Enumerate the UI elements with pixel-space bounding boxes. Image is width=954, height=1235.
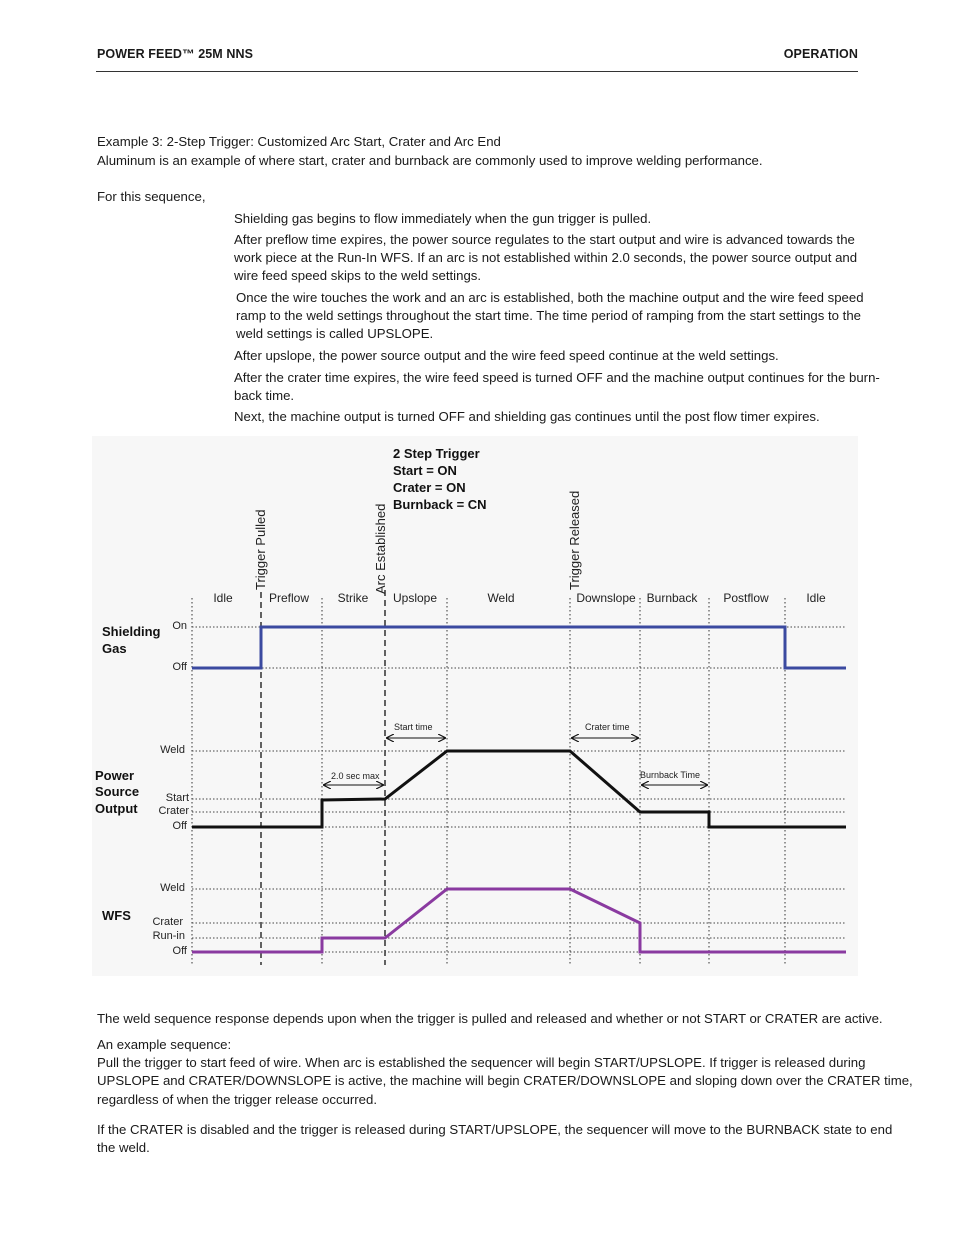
sequence-label: For this sequence, bbox=[97, 189, 206, 204]
step-1-line-1: Shielding gas begins to flow immediately when the gun trigger is pulled. bbox=[234, 211, 652, 226]
wfs-level-off: Off bbox=[172, 945, 187, 957]
gas-level-on: On bbox=[172, 620, 187, 632]
step-5-line-2: back time. bbox=[234, 388, 295, 403]
annotation-start-time: Start time bbox=[394, 722, 433, 732]
signal-wfs-name: WFS bbox=[102, 908, 131, 923]
phase-preflow: Preflow bbox=[268, 591, 310, 605]
wfs-waveform bbox=[192, 889, 846, 952]
phase-dividers bbox=[192, 598, 785, 965]
event-trigger-released: Trigger Released bbox=[567, 490, 582, 590]
step-2-line-3: wire feed speed skips to the weld settings. bbox=[234, 268, 482, 283]
power-level-weld: Weld bbox=[160, 744, 185, 756]
phase-idle-2: Idle bbox=[806, 591, 826, 605]
example-title: Example 3: 2-Step Trigger: Customized Arc Start, Crater and Arc End bbox=[97, 134, 501, 149]
example-sequence-label: An example sequence: bbox=[97, 1037, 232, 1052]
phase-idle-1: Idle bbox=[213, 591, 233, 605]
level-gridlines bbox=[192, 627, 846, 952]
phase-weld: Weld bbox=[487, 591, 515, 605]
annotation-crater-time: Crater time bbox=[585, 722, 630, 732]
wfs-level-weld: Weld bbox=[160, 882, 185, 894]
power-level-start: Start bbox=[165, 792, 189, 804]
diagram-title-line-3: Crater = ON bbox=[393, 480, 466, 495]
phase-burnback: Burnback bbox=[646, 591, 698, 605]
signal-gas-name-2: Gas bbox=[102, 641, 127, 656]
signal-power-name-1: Power bbox=[95, 768, 135, 783]
annotation-2-sec-max: 2.0 sec max bbox=[331, 771, 380, 781]
step-6-line-1: Next, the machine output is turned OFF and shielding gas continues until the post flow timer expires. bbox=[234, 409, 820, 424]
example-sequence-line-1: Pull the trigger to start feed of wire. When arc is established the sequencer will begin START/UPSLOPE. If trigger is released during bbox=[97, 1055, 866, 1070]
shielding-gas-waveform bbox=[192, 627, 846, 668]
diagram-title-line-1: 2 Step Trigger bbox=[393, 446, 480, 461]
signal-gas-name-1: Shielding bbox=[102, 624, 161, 639]
phase-postflow: Postflow bbox=[723, 591, 769, 605]
response-paragraph: The weld sequence response depends upon when the trigger is pulled and released and whether or not START or CRATER are active. bbox=[97, 1011, 883, 1026]
example-sequence-line-2: UPSLOPE and CRATER/DOWNSLOPE is active, the machine will begin CRATER/DOWNSLOPE and sloping down over the CRATER time, bbox=[97, 1073, 913, 1088]
step-3-line-3: weld settings is called UPSLOPE. bbox=[236, 326, 434, 341]
signal-power-name-2: Source bbox=[95, 784, 140, 799]
timing-diagram bbox=[92, 436, 858, 976]
step-2-line-2: work piece at the Run-In WFS. If an arc is not established within 2.0 seconds, the power source output and bbox=[234, 250, 858, 265]
step-2-line-1: After preflow time expires, the power source regulates to the start output and wire is advanced towards the bbox=[234, 232, 855, 247]
header-divider bbox=[96, 71, 858, 72]
phase-downslope: Downslope bbox=[576, 591, 636, 605]
phase-strike: Strike bbox=[337, 591, 369, 605]
diagram-title-line-2: Start = ON bbox=[393, 463, 457, 478]
example-sequence-line-3: regardless of when the trigger release occurred. bbox=[97, 1092, 378, 1107]
header-section-title: OPERATION bbox=[783, 47, 858, 61]
gas-level-off: Off bbox=[172, 661, 187, 673]
event-trigger-pulled: Trigger Pulled bbox=[253, 509, 268, 590]
annotation-burnback-time: Burnback Time bbox=[640, 770, 701, 780]
crater-disabled-line-2: the weld. bbox=[97, 1140, 150, 1155]
wfs-level-run-in: Run-in bbox=[152, 930, 185, 942]
phase-upslope: Upslope bbox=[392, 591, 438, 605]
step-5-line-1: After the crater time expires, the wire feed speed is turned OFF and the machine output continues for the burn- bbox=[234, 370, 880, 385]
timing-diagram-svg bbox=[92, 436, 858, 976]
signal-power-name-3: Output bbox=[95, 801, 138, 816]
power-source-output-waveform bbox=[192, 751, 846, 827]
header-product-title: POWER FEED™ 25M NNS bbox=[97, 47, 254, 61]
wfs-level-crater: Crater bbox=[152, 916, 183, 928]
power-level-off: Off bbox=[172, 820, 187, 832]
diagram-title-line-4: Burnback = CN bbox=[393, 497, 487, 512]
step-3-line-1: Once the wire touches the work and an arc is established, both the machine output and the wire feed speed bbox=[236, 290, 864, 305]
crater-disabled-line-1: If the CRATER is disabled and the trigger is released during START/UPSLOPE, the sequencer will move to the BURNBACK state to end bbox=[97, 1122, 893, 1137]
example-intro-line: Aluminum is an example of where start, crater and burnback are commonly used to improve welding performance. bbox=[97, 153, 763, 168]
step-3-line-2: ramp to the weld settings throughout the start time. The time period of ramping from the start settings to the bbox=[236, 308, 862, 323]
event-arc-established: Arc Established bbox=[373, 503, 388, 594]
power-level-crater: Crater bbox=[158, 805, 189, 817]
step-4-line-1: After upslope, the power source output and the wire feed speed continue at the weld settings. bbox=[234, 348, 779, 363]
